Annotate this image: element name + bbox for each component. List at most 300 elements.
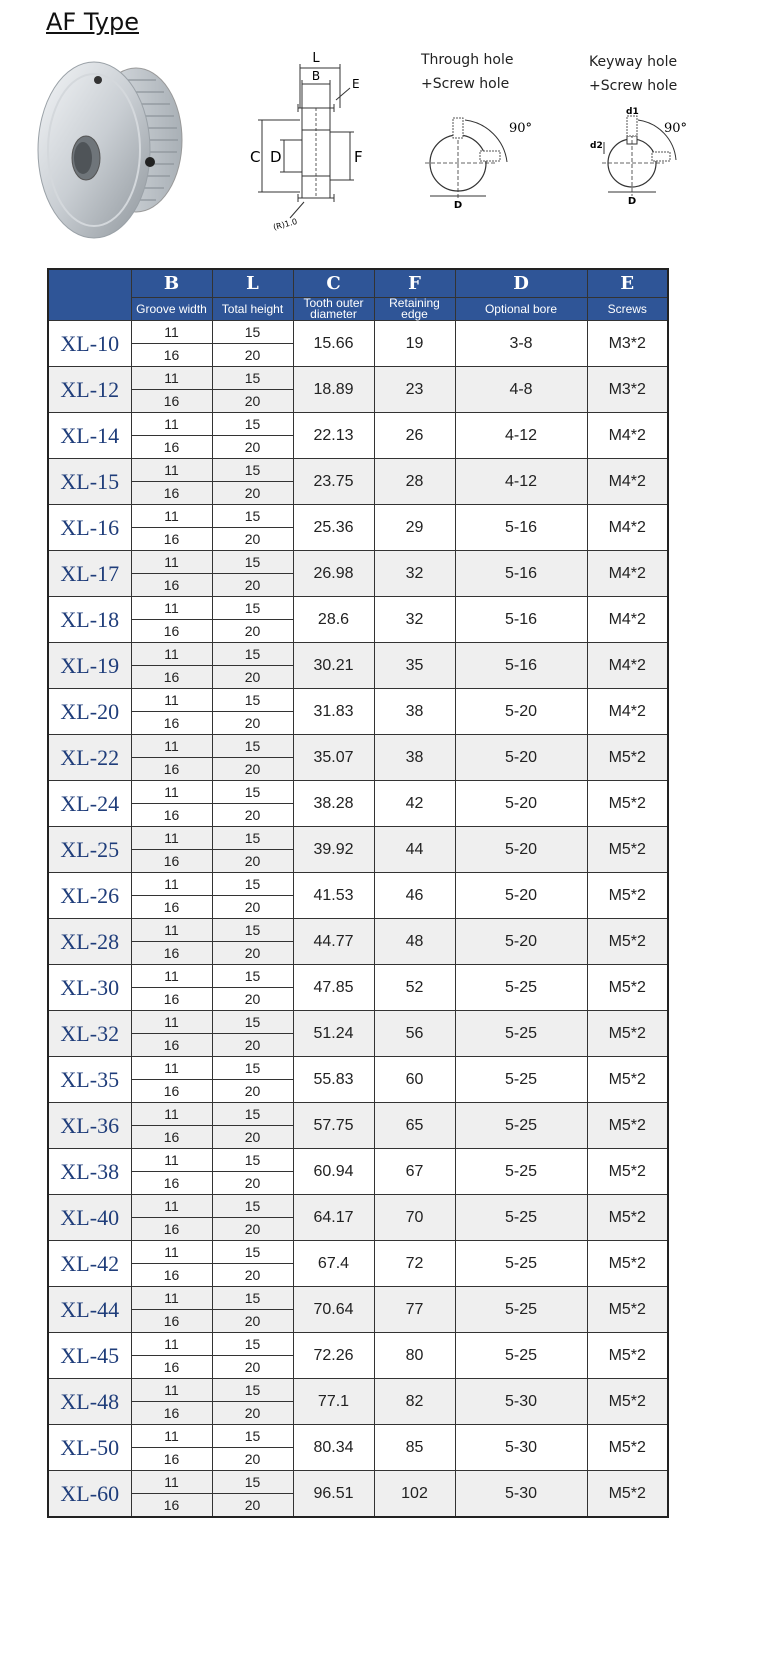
total-height-cell: 15 <box>212 1333 293 1356</box>
tooth-outer-diameter-cell: 57.75 <box>293 1103 374 1149</box>
retaining-edge-cell: 29 <box>374 505 455 551</box>
through-hole-caption <box>421 48 513 96</box>
groove-width-cell: 16 <box>131 1494 212 1518</box>
groove-width-cell: 11 <box>131 413 212 436</box>
model-cell: XL-24 <box>48 781 131 827</box>
tooth-outer-diameter-cell: 96.51 <box>293 1471 374 1518</box>
groove-width-cell: 16 <box>131 712 212 735</box>
tooth-outer-diameter-cell: 25.36 <box>293 505 374 551</box>
tooth-outer-diameter-cell: 47.85 <box>293 965 374 1011</box>
tooth-outer-diameter-cell: 41.53 <box>293 873 374 919</box>
groove-width-cell: 11 <box>131 781 212 804</box>
groove-width-cell: 11 <box>131 1195 212 1218</box>
header-screws: Screws <box>587 298 668 321</box>
groove-width-cell: 11 <box>131 505 212 528</box>
model-cell: XL-40 <box>48 1195 131 1241</box>
optional-bore-cell: 5-30 <box>455 1471 587 1518</box>
pulley-photo <box>36 40 186 245</box>
optional-bore-cell: 5-25 <box>455 1103 587 1149</box>
groove-width-cell: 16 <box>131 1356 212 1379</box>
screws-cell: M5*2 <box>587 1241 668 1287</box>
model-cell: XL-19 <box>48 643 131 689</box>
total-height-cell: 20 <box>212 1172 293 1195</box>
model-cell: XL-17 <box>48 551 131 597</box>
retaining-edge-cell: 77 <box>374 1287 455 1333</box>
groove-width-cell: 11 <box>131 1379 212 1402</box>
table-row <box>48 827 668 850</box>
screws-cell: M4*2 <box>587 505 668 551</box>
groove-width-cell: 16 <box>131 574 212 597</box>
retaining-edge-cell: 19 <box>374 321 455 367</box>
total-height-cell: 15 <box>212 597 293 620</box>
screws-cell: M5*2 <box>587 1149 668 1195</box>
groove-width-cell: 11 <box>131 321 212 344</box>
groove-width-cell: 16 <box>131 390 212 413</box>
tooth-outer-diameter-cell: 55.83 <box>293 1057 374 1103</box>
total-height-cell: 15 <box>212 1287 293 1310</box>
retaining-edge-cell: 32 <box>374 551 455 597</box>
table-row <box>48 689 668 712</box>
model-cell: XL-25 <box>48 827 131 873</box>
label-chamfer: (R)1.0 <box>272 216 299 232</box>
retaining-edge-cell: 26 <box>374 413 455 459</box>
total-height-cell: 20 <box>212 850 293 873</box>
model-cell: XL-45 <box>48 1333 131 1379</box>
table-row <box>48 1195 668 1218</box>
groove-width-cell: 16 <box>131 1264 212 1287</box>
total-height-cell: 20 <box>212 804 293 827</box>
screws-cell: M5*2 <box>587 873 668 919</box>
keyway-d1: d1 <box>626 107 639 117</box>
groove-width-cell: 11 <box>131 735 212 758</box>
groove-width-cell: 16 <box>131 1126 212 1149</box>
screws-cell: M4*2 <box>587 597 668 643</box>
model-cell: XL-14 <box>48 413 131 459</box>
table-row <box>48 1425 668 1448</box>
table-row <box>48 781 668 804</box>
retaining-edge-cell: 65 <box>374 1103 455 1149</box>
total-height-cell: 15 <box>212 735 293 758</box>
groove-width-cell: 11 <box>131 689 212 712</box>
optional-bore-cell: 5-16 <box>455 551 587 597</box>
retaining-edge-cell: 23 <box>374 367 455 413</box>
retaining-edge-cell: 72 <box>374 1241 455 1287</box>
table-row <box>48 1011 668 1034</box>
groove-width-cell: 16 <box>131 482 212 505</box>
groove-width-cell: 16 <box>131 1448 212 1471</box>
model-cell: XL-30 <box>48 965 131 1011</box>
total-height-cell: 15 <box>212 919 293 942</box>
header-optional-bore: Optional bore <box>455 298 587 321</box>
header-letter-e: E <box>587 269 668 298</box>
total-height-cell: 20 <box>212 1034 293 1057</box>
label-B: B <box>311 69 321 83</box>
retaining-edge-cell: 82 <box>374 1379 455 1425</box>
tooth-outer-diameter-cell: 64.17 <box>293 1195 374 1241</box>
screws-cell: M5*2 <box>587 1471 668 1518</box>
model-cell: XL-10 <box>48 321 131 367</box>
retaining-edge-cell: 48 <box>374 919 455 965</box>
retaining-edge-cell: 44 <box>374 827 455 873</box>
page-title: AF Type <box>46 8 139 36</box>
total-height-cell: 15 <box>212 1149 293 1172</box>
optional-bore-cell: 5-20 <box>455 735 587 781</box>
total-height-cell: 20 <box>212 1264 293 1287</box>
total-height-cell: 15 <box>212 1241 293 1264</box>
model-cell: XL-32 <box>48 1011 131 1057</box>
total-height-cell: 15 <box>212 1379 293 1402</box>
groove-width-cell: 16 <box>131 942 212 965</box>
keyway-hole-angle: 90° <box>664 121 688 136</box>
total-height-cell: 15 <box>212 459 293 482</box>
groove-width-cell: 11 <box>131 1149 212 1172</box>
header-tooth-outer-diameter: Tooth outer diameter <box>293 298 374 321</box>
optional-bore-cell: 5-30 <box>455 1425 587 1471</box>
total-height-cell: 15 <box>212 413 293 436</box>
total-height-cell: 20 <box>212 1402 293 1425</box>
figures-area <box>0 40 772 260</box>
screws-cell: M5*2 <box>587 1011 668 1057</box>
total-height-cell: 20 <box>212 1080 293 1103</box>
screws-cell: M5*2 <box>587 1057 668 1103</box>
total-height-cell: 20 <box>212 436 293 459</box>
table-row <box>48 597 668 620</box>
groove-width-cell: 11 <box>131 459 212 482</box>
total-height-cell: 20 <box>212 1356 293 1379</box>
groove-width-cell: 16 <box>131 344 212 367</box>
groove-width-cell: 16 <box>131 896 212 919</box>
table-row <box>48 1149 668 1172</box>
total-height-cell: 15 <box>212 321 293 344</box>
through-hole-caption-line2: +Screw hole <box>421 76 510 92</box>
total-height-cell: 20 <box>212 482 293 505</box>
table-row <box>48 1379 668 1402</box>
total-height-cell: 20 <box>212 712 293 735</box>
total-height-cell: 15 <box>212 781 293 804</box>
header-letter-b: B <box>131 269 212 298</box>
model-cell: XL-48 <box>48 1379 131 1425</box>
keyway-hole-caption <box>589 50 677 98</box>
model-cell: XL-12 <box>48 367 131 413</box>
tooth-outer-diameter-cell: 30.21 <box>293 643 374 689</box>
groove-width-cell: 16 <box>131 666 212 689</box>
retaining-edge-cell: 32 <box>374 597 455 643</box>
table-row <box>48 1241 668 1264</box>
optional-bore-cell: 3-8 <box>455 321 587 367</box>
total-height-cell: 15 <box>212 1195 293 1218</box>
table-row <box>48 413 668 436</box>
total-height-cell: 15 <box>212 1471 293 1494</box>
total-height-cell: 20 <box>212 1126 293 1149</box>
model-cell: XL-16 <box>48 505 131 551</box>
keyway-hole-caption-line2: +Screw hole <box>589 78 678 94</box>
groove-width-cell: 16 <box>131 528 212 551</box>
total-height-cell: 15 <box>212 1103 293 1126</box>
keyway-hole-caption-line1: Keyway hole <box>589 54 678 70</box>
tooth-outer-diameter-cell: 23.75 <box>293 459 374 505</box>
total-height-cell: 20 <box>212 1310 293 1333</box>
retaining-edge-cell: 85 <box>374 1425 455 1471</box>
spec-table <box>47 268 669 1518</box>
total-height-cell: 20 <box>212 1218 293 1241</box>
groove-width-cell: 11 <box>131 919 212 942</box>
screws-cell: M5*2 <box>587 1333 668 1379</box>
table-row <box>48 367 668 390</box>
screws-cell: M4*2 <box>587 643 668 689</box>
optional-bore-cell: 5-20 <box>455 827 587 873</box>
table-row <box>48 1103 668 1126</box>
groove-width-cell: 11 <box>131 597 212 620</box>
dimension-drawing <box>240 48 380 238</box>
groove-width-cell: 16 <box>131 1080 212 1103</box>
tooth-outer-diameter-cell: 77.1 <box>293 1379 374 1425</box>
model-cell: XL-36 <box>48 1103 131 1149</box>
groove-width-cell: 11 <box>131 367 212 390</box>
tooth-outer-diameter-cell: 15.66 <box>293 321 374 367</box>
table-row <box>48 1471 668 1494</box>
keyway-hole-d: D <box>627 196 637 206</box>
screws-cell: M4*2 <box>587 459 668 505</box>
screws-cell: M5*2 <box>587 1195 668 1241</box>
groove-width-cell: 16 <box>131 988 212 1011</box>
retaining-edge-cell: 28 <box>374 459 455 505</box>
screws-cell: M5*2 <box>587 1103 668 1149</box>
groove-width-cell: 11 <box>131 551 212 574</box>
retaining-edge-cell: 52 <box>374 965 455 1011</box>
header-groove-width: Groove width <box>131 298 212 321</box>
groove-width-cell: 16 <box>131 1034 212 1057</box>
tooth-outer-diameter-cell: 39.92 <box>293 827 374 873</box>
retaining-edge-cell: 35 <box>374 643 455 689</box>
groove-width-cell: 11 <box>131 1057 212 1080</box>
screws-cell: M3*2 <box>587 367 668 413</box>
screws-cell: M4*2 <box>587 689 668 735</box>
total-height-cell: 15 <box>212 643 293 666</box>
screws-cell: M4*2 <box>587 551 668 597</box>
total-height-cell: 20 <box>212 390 293 413</box>
table-row <box>48 873 668 896</box>
retaining-edge-cell: 70 <box>374 1195 455 1241</box>
optional-bore-cell: 5-25 <box>455 1333 587 1379</box>
model-cell: XL-50 <box>48 1425 131 1471</box>
optional-bore-cell: 4-12 <box>455 459 587 505</box>
retaining-edge-cell: 38 <box>374 735 455 781</box>
total-height-cell: 15 <box>212 1425 293 1448</box>
tooth-outer-diameter-cell: 38.28 <box>293 781 374 827</box>
retaining-edge-cell: 102 <box>374 1471 455 1518</box>
optional-bore-cell: 5-30 <box>455 1379 587 1425</box>
groove-width-cell: 11 <box>131 873 212 896</box>
optional-bore-cell: 5-25 <box>455 1149 587 1195</box>
tooth-outer-diameter-cell: 70.64 <box>293 1287 374 1333</box>
tooth-outer-diameter-cell: 31.83 <box>293 689 374 735</box>
table-row <box>48 1057 668 1080</box>
tooth-outer-diameter-cell: 22.13 <box>293 413 374 459</box>
groove-width-cell: 16 <box>131 850 212 873</box>
groove-width-cell: 11 <box>131 1011 212 1034</box>
screws-cell: M5*2 <box>587 781 668 827</box>
groove-width-cell: 11 <box>131 1425 212 1448</box>
screws-cell: M5*2 <box>587 1379 668 1425</box>
header-corner <box>48 269 131 321</box>
groove-width-cell: 11 <box>131 643 212 666</box>
model-cell: XL-35 <box>48 1057 131 1103</box>
model-cell: XL-44 <box>48 1287 131 1333</box>
groove-width-cell: 11 <box>131 1471 212 1494</box>
screws-cell: M5*2 <box>587 919 668 965</box>
header-letter-l: L <box>212 269 293 298</box>
groove-width-cell: 16 <box>131 758 212 781</box>
groove-width-cell: 11 <box>131 1241 212 1264</box>
screws-cell: M4*2 <box>587 413 668 459</box>
model-cell: XL-22 <box>48 735 131 781</box>
total-height-cell: 20 <box>212 942 293 965</box>
total-height-cell: 15 <box>212 505 293 528</box>
through-hole-drawing <box>425 110 545 210</box>
optional-bore-cell: 5-20 <box>455 919 587 965</box>
tooth-outer-diameter-cell: 60.94 <box>293 1149 374 1195</box>
through-hole-d: D <box>453 200 463 210</box>
tooth-outer-diameter-cell: 67.4 <box>293 1241 374 1287</box>
optional-bore-cell: 5-25 <box>455 1057 587 1103</box>
model-cell: XL-60 <box>48 1471 131 1518</box>
screws-cell: M3*2 <box>587 321 668 367</box>
screws-cell: M5*2 <box>587 735 668 781</box>
groove-width-cell: 16 <box>131 1402 212 1425</box>
optional-bore-cell: 5-16 <box>455 505 587 551</box>
table-row <box>48 321 668 344</box>
tooth-outer-diameter-cell: 44.77 <box>293 919 374 965</box>
optional-bore-cell: 5-20 <box>455 873 587 919</box>
table-row <box>48 505 668 528</box>
header-retaining-edge: Retaining edge <box>374 298 455 321</box>
through-hole-caption-line1: Through hole <box>421 52 514 68</box>
model-cell: XL-42 <box>48 1241 131 1287</box>
tooth-outer-diameter-cell: 35.07 <box>293 735 374 781</box>
keyway-d2: d2 <box>590 141 603 151</box>
optional-bore-cell: 5-25 <box>455 965 587 1011</box>
total-height-cell: 15 <box>212 367 293 390</box>
table-row <box>48 1333 668 1356</box>
total-height-cell: 15 <box>212 827 293 850</box>
model-cell: XL-26 <box>48 873 131 919</box>
table-row <box>48 965 668 988</box>
total-height-cell: 20 <box>212 1448 293 1471</box>
groove-width-cell: 16 <box>131 804 212 827</box>
total-height-cell: 15 <box>212 551 293 574</box>
tooth-outer-diameter-cell: 72.26 <box>293 1333 374 1379</box>
label-C: C <box>250 148 261 166</box>
retaining-edge-cell: 80 <box>374 1333 455 1379</box>
header-letter-c: C <box>293 269 374 298</box>
tooth-outer-diameter-cell: 18.89 <box>293 367 374 413</box>
retaining-edge-cell: 67 <box>374 1149 455 1195</box>
header-total-height: Total height <box>212 298 293 321</box>
header-letter-d: D <box>455 269 587 298</box>
groove-width-cell: 11 <box>131 1287 212 1310</box>
optional-bore-cell: 5-25 <box>455 1287 587 1333</box>
total-height-cell: 20 <box>212 988 293 1011</box>
keyway-hole-drawing <box>590 106 700 206</box>
total-height-cell: 15 <box>212 1011 293 1034</box>
label-L: L <box>312 51 320 66</box>
tooth-outer-diameter-cell: 28.6 <box>293 597 374 643</box>
groove-width-cell: 11 <box>131 965 212 988</box>
tooth-outer-diameter-cell: 51.24 <box>293 1011 374 1057</box>
screws-cell: M5*2 <box>587 965 668 1011</box>
model-cell: XL-28 <box>48 919 131 965</box>
optional-bore-cell: 5-25 <box>455 1011 587 1057</box>
screws-cell: M5*2 <box>587 1287 668 1333</box>
groove-width-cell: 11 <box>131 1103 212 1126</box>
label-E: E <box>352 77 360 91</box>
total-height-cell: 15 <box>212 689 293 712</box>
model-cell: XL-15 <box>48 459 131 505</box>
total-height-cell: 20 <box>212 528 293 551</box>
retaining-edge-cell: 56 <box>374 1011 455 1057</box>
optional-bore-cell: 5-16 <box>455 597 587 643</box>
retaining-edge-cell: 42 <box>374 781 455 827</box>
screws-cell: M5*2 <box>587 827 668 873</box>
total-height-cell: 15 <box>212 873 293 896</box>
groove-width-cell: 11 <box>131 827 212 850</box>
groove-width-cell: 16 <box>131 620 212 643</box>
model-cell: XL-38 <box>48 1149 131 1195</box>
optional-bore-cell: 4-8 <box>455 367 587 413</box>
tooth-outer-diameter-cell: 80.34 <box>293 1425 374 1471</box>
optional-bore-cell: 5-25 <box>455 1241 587 1287</box>
groove-width-cell: 16 <box>131 1172 212 1195</box>
total-height-cell: 20 <box>212 344 293 367</box>
optional-bore-cell: 5-16 <box>455 643 587 689</box>
groove-width-cell: 16 <box>131 1310 212 1333</box>
table-row <box>48 551 668 574</box>
model-cell: XL-20 <box>48 689 131 735</box>
header-letter-f: F <box>374 269 455 298</box>
total-height-cell: 20 <box>212 758 293 781</box>
label-F: F <box>354 148 363 166</box>
optional-bore-cell: 4-12 <box>455 413 587 459</box>
groove-width-cell: 11 <box>131 1333 212 1356</box>
optional-bore-cell: 5-20 <box>455 689 587 735</box>
label-D: D <box>270 148 282 166</box>
optional-bore-cell: 5-20 <box>455 781 587 827</box>
table-row <box>48 735 668 758</box>
retaining-edge-cell: 38 <box>374 689 455 735</box>
total-height-cell: 20 <box>212 620 293 643</box>
table-row <box>48 643 668 666</box>
tooth-outer-diameter-cell: 26.98 <box>293 551 374 597</box>
through-hole-angle: 90° <box>509 121 533 136</box>
total-height-cell: 20 <box>212 666 293 689</box>
optional-bore-cell: 5-25 <box>455 1195 587 1241</box>
groove-width-cell: 16 <box>131 436 212 459</box>
table-row <box>48 1287 668 1310</box>
table-row <box>48 919 668 942</box>
screws-cell: M5*2 <box>587 1425 668 1471</box>
model-cell: XL-18 <box>48 597 131 643</box>
total-height-cell: 15 <box>212 965 293 988</box>
total-height-cell: 20 <box>212 574 293 597</box>
table-row <box>48 459 668 482</box>
spec-table-body <box>48 321 668 1518</box>
retaining-edge-cell: 46 <box>374 873 455 919</box>
total-height-cell: 15 <box>212 1057 293 1080</box>
total-height-cell: 20 <box>212 896 293 919</box>
retaining-edge-cell: 60 <box>374 1057 455 1103</box>
total-height-cell: 20 <box>212 1494 293 1518</box>
groove-width-cell: 16 <box>131 1218 212 1241</box>
